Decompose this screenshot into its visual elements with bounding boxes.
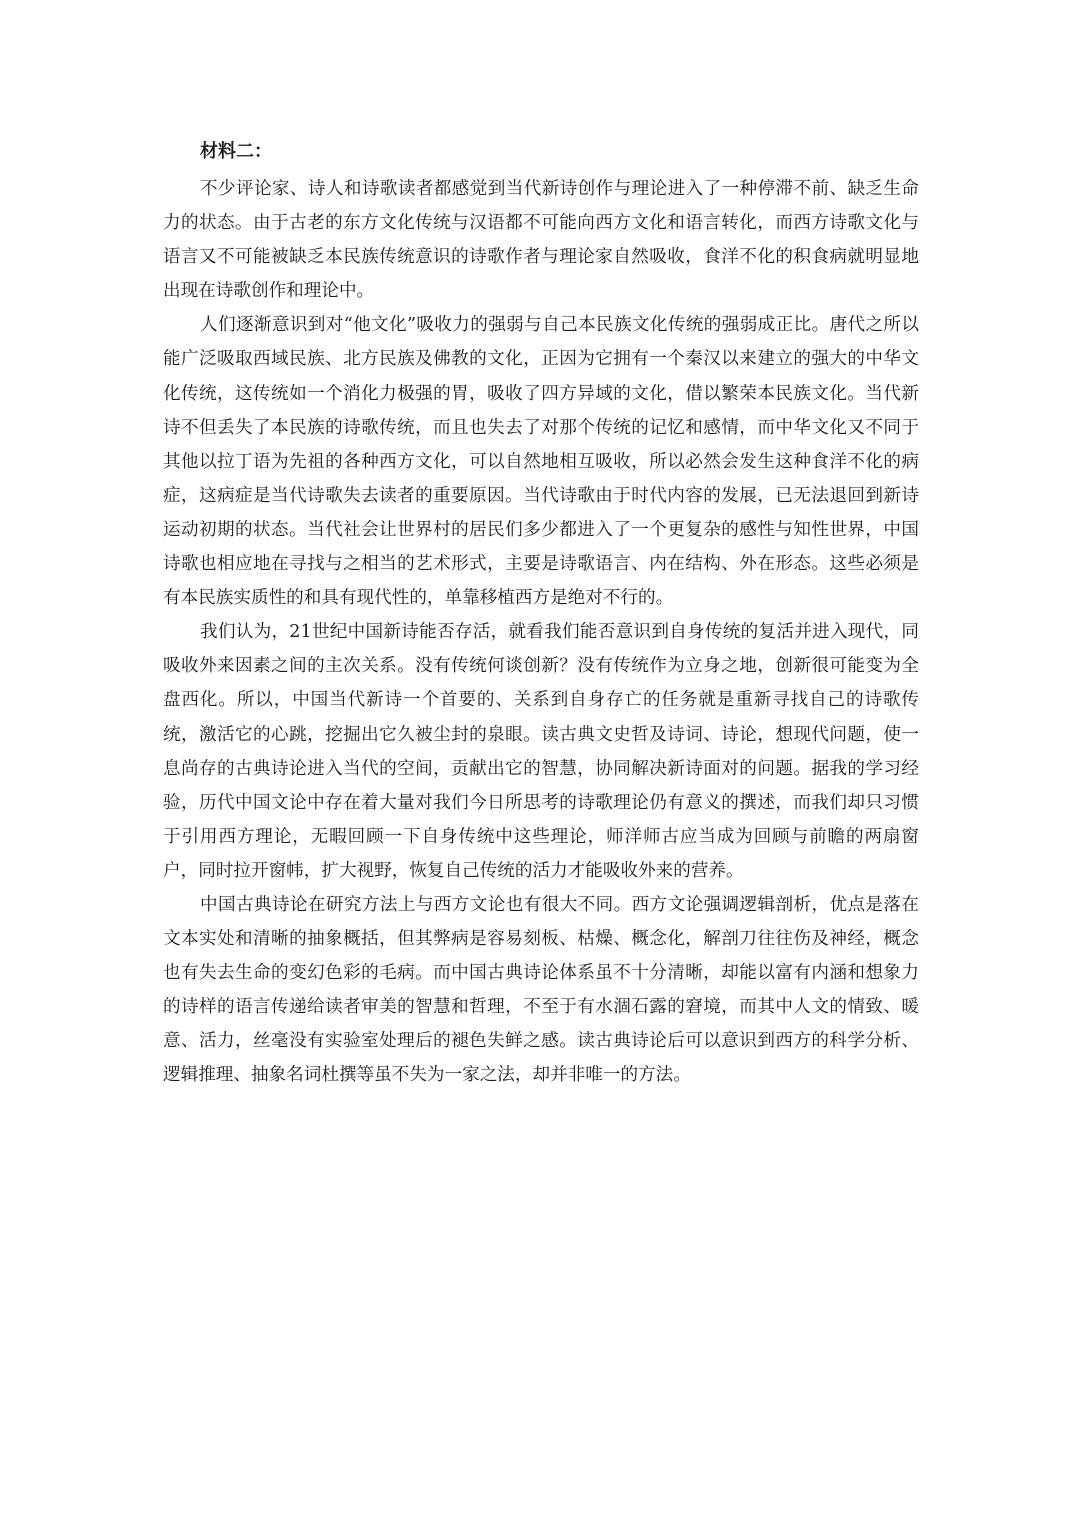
paragraph-4: 中国古典诗论在研究方法上与西方文论也有很大不同。西方文论强调逻辑剖析，优点是落在文本实处和清晰的抽象概括，但其弊病是容易刻板、枯燥、概念化，解剖刀往往伤及神经，概念也有失去生命的变幻色彩的毛病。而中国古典诗论体系虽不十分清晰，却能以富有内涵和想象力的诗样的语言传递给读者审美的智慧和哲理，不至于有水涸石露的窘境，而其中人文的情致、暖意、活力，丝毫没有实验室处理后的褪色失鲜之感。读古典诗论后可以意识到西方的科学分析、逻辑推理、抽象名词杜撰等虽不失为一家之法，却并非唯一的方法。 xyxy=(163,894,919,1086)
paragraph-2: 人们逐渐意识到对“他文化”吸收力的强弱与自己本民族文化传统的强弱成正比。唐代之所以能广泛吸取西域民族、北方民族及佛教的文化，正因为它拥有一个秦汉以来建立的强大的中华文化传统，这传统如一个消化力极强的胃，吸收了四方异域的文化，借以繁荣本民族文化。当代新诗不但丢失了本民族的诗歌传统，而且也失去了对那个传统的记忆和感情，而中华文化又不同于其他以拉丁语为先祖的各种西方文化，可以自然地相互吸收，所以必然会发生这种食洋不化的病症，这病症是当代诗歌失去读者的重要原因。当代诗歌由于时代内容的发展，已无法退回到新诗运动初期的状态。当代社会让世界村的居民们多少都进入了一个更复杂的感性与知性世界，中国诗歌也相应地在寻找与之相当的艺术形式，主要是诗歌语言、内在结构、外在形态。这些必须是有本民族实质性的和具有现代性的，单靠移植西方是绝对不行的。 xyxy=(163,315,919,609)
paragraph-1: 不少评论家、诗人和诗歌读者都感觉到当代新诗创作与理论进入了一种停滞不前、缺乏生命力的状态。由于古老的东方文化传统与汉语都不可能向西方文化和语言转化，而西方诗歌文化与语言又不可能被缺乏本民族传统意识的诗歌作者与理论家自然吸收，食洋不化的积食病就明显地出现在诗歌创作和理论中。 xyxy=(163,179,919,302)
paragraph-3: 我们认为，21世纪中国新诗能否存活，就看我们能否意识到自身传统的复活并进入现代，同吸收外来因素之间的主次关系。没有传统何谈创新？没有传统作为立身之地，创新很可能变为全盘西化。所以，中国当代新诗一个首要的、关系到自身存亡的任务就是重新寻找自己的诗歌传统，激活它的心跳，挖掘出它久被尘封的泉眼。读古典文史哲及诗词、诗论，想现代问题，使一息尚存的古典诗论进入当代的空间，贡献出它的智慧，协同解决新诗面对的问题。据我的学习经验，历代中国文论中存在着大量对我们今日所思考的诗歌理论仍有意义的撰述，而我们却只习惯于引用西方理论，无暇回顾一下自身传统中这些理论，师洋师古应当成为回顾与前瞻的两扇窗户，同时拉开窗帏，扩大视野，恢复自己传统的活力才能吸收外来的营养。 xyxy=(163,622,919,881)
section-heading: 材料二： xyxy=(200,141,272,162)
document-page xyxy=(163,132,919,1093)
